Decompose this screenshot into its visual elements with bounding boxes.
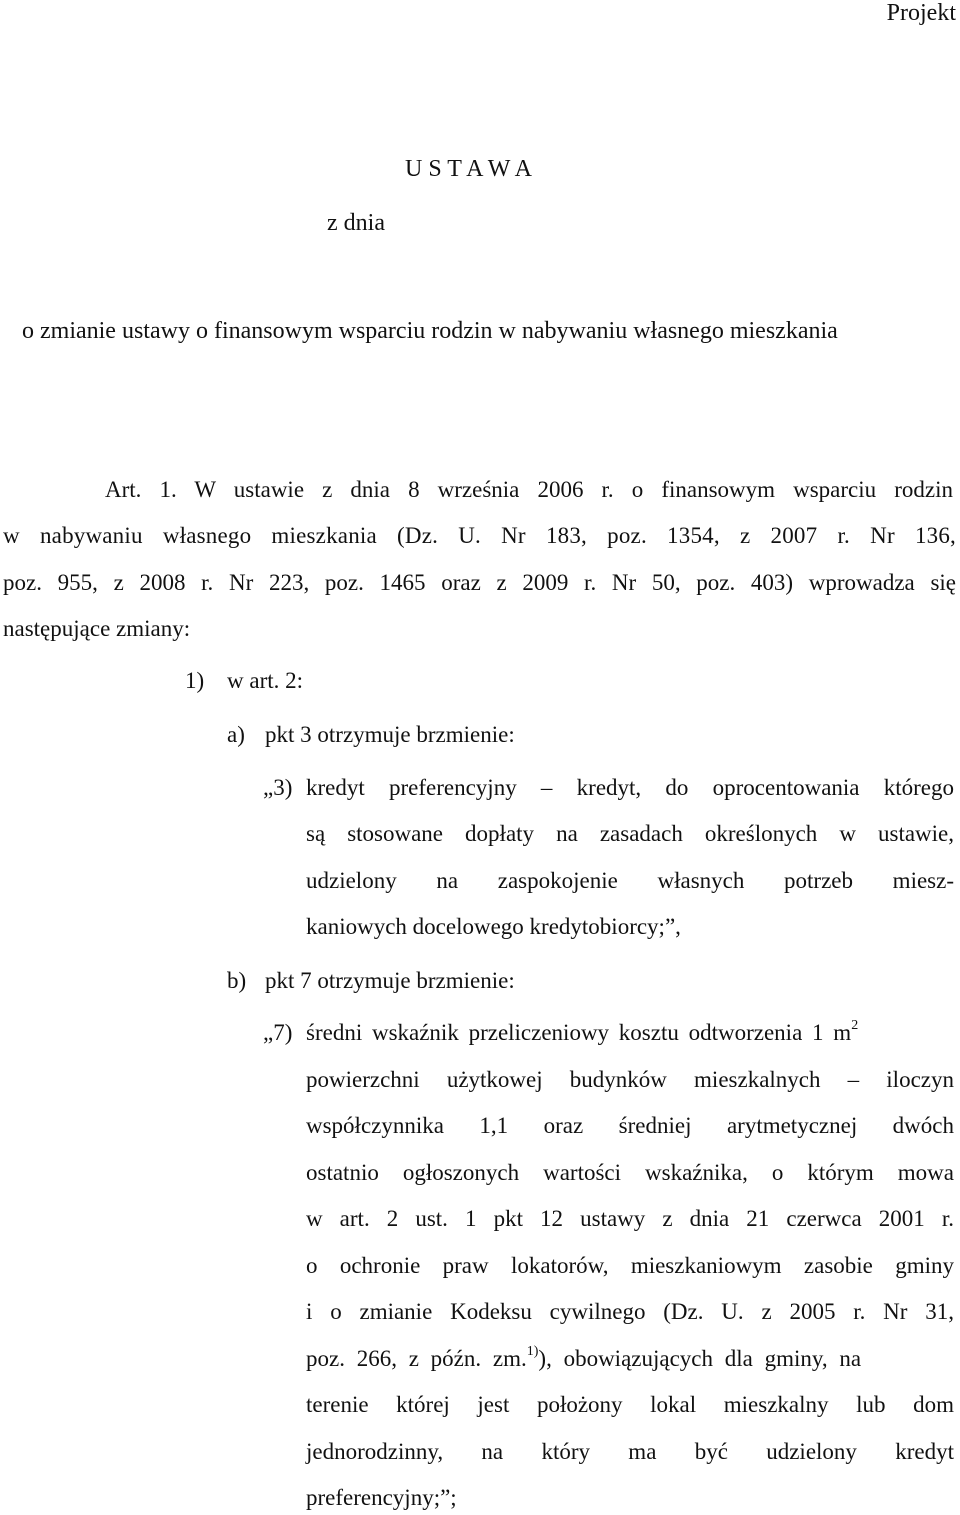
document-date: z dnia xyxy=(327,210,385,236)
quote-7-line-7: i o zmianie Kodeksu cywilnego (Dz. U. z 2005 r. Nr 31, xyxy=(306,1299,954,1324)
item-b-text: pkt 7 otrzymuje brzmienie: xyxy=(265,968,515,993)
quote-3-line-4: kaniowych docelowego kredytobiorcy;”, xyxy=(306,914,681,939)
quote-7-line-8a: poz. 266, z późn. zm. xyxy=(306,1346,527,1371)
quote-7-line-4: ostatnio ogłoszonych wartości wskaźnika, o którym mowa xyxy=(306,1160,954,1185)
art1-line-1 xyxy=(105,477,953,503)
quote-3-line-3: udzielony na zaspokojenie własnych potrzeb miesz- xyxy=(306,868,954,893)
art1-line-4: następujące zmiany: xyxy=(3,616,191,641)
art1-line-2: w nabywaniu własnego mieszkania (Dz. U. Nr 183, poz. 1354, z 2007 r. Nr 136, xyxy=(3,523,956,548)
quote-7-line-9: terenie której jest położony lokal mieszkalny lub dom xyxy=(306,1392,954,1417)
footnote-ref-1: 1) xyxy=(526,1344,539,1360)
quote-3-line-1: kredyt preferencyjny – kredyt, do oprocentowania którego xyxy=(306,775,954,800)
quote-3-line-2: są stosowane dopłaty na zasadach określonych w ustawie, xyxy=(306,821,954,846)
sup-m2: 2 xyxy=(851,1018,859,1034)
quote-7-line-11: preferencyjny;”; xyxy=(306,1485,457,1510)
document-subject: o zmianie ustawy o finansowym wsparciu rodzin w nabywaniu własnego mieszkania xyxy=(22,318,838,344)
art1-line-1-text: Art. 1. W ustawie z dnia 8 września 2006 r. o finansowym wsparciu rodzin xyxy=(105,477,953,502)
quote-7-line-10: jednorodzinny, na który ma być udzielony kredyt xyxy=(306,1439,954,1464)
quote-7-line-5: w art. 2 ust. 1 pkt 12 ustawy z dnia 21 czerwca 2001 r. xyxy=(306,1206,954,1231)
quote-7-line-8 xyxy=(306,1346,861,1372)
quote-7-line-2: powierzchni użytkowej budynków mieszkalnych – iloczyn xyxy=(306,1067,954,1092)
quote-7-line-1-text: średni wskaźnik przeliczeniowy kosztu odtworzenia 1 m xyxy=(306,1020,852,1045)
quote-7-line-1 xyxy=(306,1020,858,1046)
quote-7-line-6: o ochronie praw lokatorów, mieszkaniowym zasobie gminy xyxy=(306,1253,954,1278)
item-1-text: w art. 2: xyxy=(227,668,304,693)
project-label: Projekt xyxy=(886,0,956,26)
quote-7-line-8b: ), obowiązujących dla gminy, na xyxy=(538,1346,862,1371)
quote-7-number: „7) xyxy=(263,1020,293,1045)
art1-line-3: poz. 955, z 2008 r. Nr 223, poz. 1465 oraz z 2009 r. Nr 50, poz. 403) wprowadza się xyxy=(3,570,956,595)
item-a-marker: a) xyxy=(227,722,245,747)
item-a-text: pkt 3 otrzymuje brzmienie: xyxy=(265,722,515,747)
item-b-marker: b) xyxy=(227,968,247,993)
quote-3-number: „3) xyxy=(263,775,293,800)
document-title: U S T A W A xyxy=(405,156,532,182)
item-1-marker: 1) xyxy=(185,668,205,693)
quote-7-line-3: współczynnika 1,1 oraz średniej arytmetycznej dwóch xyxy=(306,1113,954,1138)
